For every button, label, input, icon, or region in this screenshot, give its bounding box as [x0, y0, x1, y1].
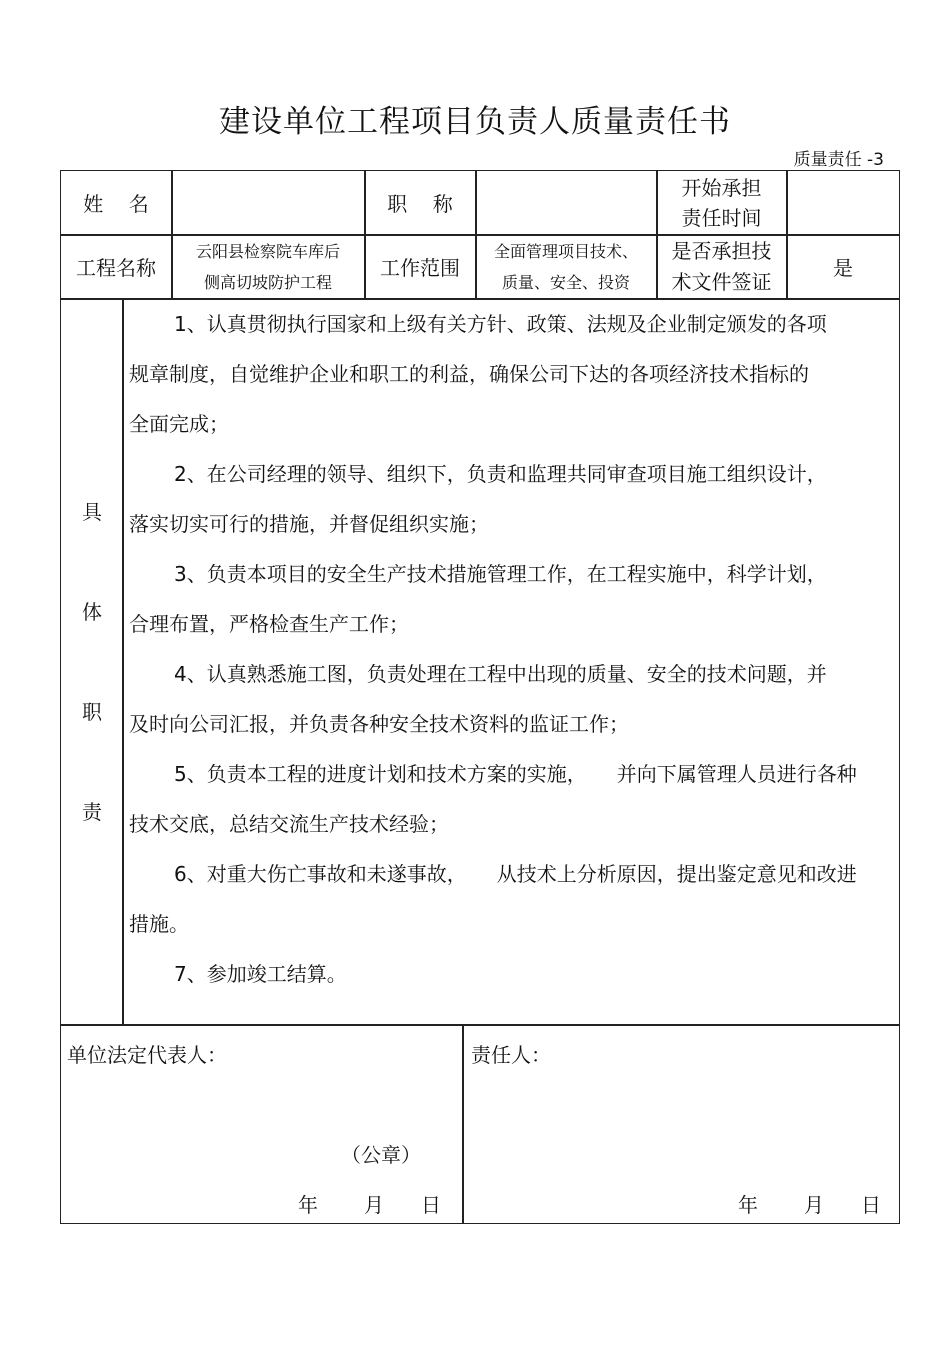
duties-label-char: 职 — [82, 700, 102, 724]
name-value — [172, 171, 364, 234]
responsible-person-label: 责任人： — [471, 1043, 551, 1067]
duty-line: 6、对重大伤亡事故和未遂事故， 从技术上分析原因，提出鉴定意见和改进 — [174, 862, 857, 886]
official-seal-label: （公章） — [341, 1143, 421, 1167]
duty-item — [129, 449, 889, 549]
work-scope-value — [476, 235, 656, 298]
duty-line: 全面完成； — [129, 412, 229, 436]
duty-line: 1、认真贯彻执行国家和上级有关方针、政策、法规及企业制定颁发的各项 — [174, 312, 827, 336]
duty-line: 7、参加竣工结算。 — [174, 962, 347, 986]
duty-line: 5、负责本工程的进度计划和技术方案的实施， 并向下属管理人员进行各种 — [174, 762, 857, 786]
duty-line: 合理布置，严格检查生产工作； — [129, 612, 409, 636]
tech-signoff-value: 是 — [833, 256, 853, 280]
duty-item — [129, 649, 889, 749]
project-name-line2: 侧高切坡防护工程 — [203, 272, 332, 292]
right-date-month: 月 — [804, 1193, 824, 1217]
tech-signoff-label — [657, 235, 786, 298]
row-divider-3 — [61, 1024, 899, 1026]
duty-item — [129, 299, 889, 449]
start-time-label-line1: 开始承担 — [681, 175, 762, 200]
duty-line: 2、在公司经理的领导、组织下，负责和监理共同审查项目施工组织设计， — [174, 462, 827, 486]
document-title: 建设单位工程项目负责人质量责任书 — [219, 104, 731, 140]
project-name-value — [172, 235, 364, 298]
duty-line: 及时向公司汇报，并负责各种安全技术资料的监证工作； — [129, 712, 629, 736]
duty-line: 技术交底，总结交流生产技术经验； — [129, 812, 449, 836]
duty-item — [129, 949, 889, 999]
left-date-day: 日 — [421, 1193, 441, 1217]
responsibility-form — [60, 170, 900, 1224]
duty-line: 4、认真熟悉施工图，负责处理在工程中出现的质量、安全的技术问题，并 — [174, 662, 827, 686]
duties-label-char: 具 — [82, 500, 102, 524]
start-time-value — [787, 171, 899, 234]
duty-line: 规章制度，自觉维护企业和职工的利益，确保公司下达的各项经济技术指标的 — [129, 362, 809, 386]
legal-representative-label: 单位法定代表人： — [67, 1043, 227, 1067]
tech-signoff-label-line1: 是否承担技 — [671, 238, 772, 263]
right-date-year: 年 — [738, 1193, 758, 1217]
work-scope-line2: 质量、安全、投资 — [501, 272, 630, 292]
duty-item — [129, 549, 889, 649]
project-name-line1: 云阳县检察院车库后 — [195, 241, 340, 261]
project-name-label: 工程名称 — [76, 256, 156, 280]
duty-line: 措施。 — [129, 912, 189, 936]
post-value — [476, 171, 656, 234]
start-time-label — [657, 171, 786, 234]
duty-item — [129, 849, 889, 949]
duties-label — [61, 299, 123, 1025]
signature-divider — [462, 1025, 464, 1223]
duties-list — [129, 299, 889, 999]
duty-line: 落实切实可行的措施，并督促组织实施； — [129, 512, 489, 536]
start-time-label-line2: 责任时间 — [681, 205, 762, 230]
document-code: 质量责任 -3 — [793, 150, 884, 170]
duty-item — [129, 749, 889, 849]
tech-signoff-label-line2: 术文件签证 — [671, 269, 772, 294]
name-label: 姓 名 — [83, 192, 149, 216]
duties-label-char: 体 — [82, 600, 102, 624]
left-date-month: 月 — [364, 1193, 384, 1217]
duties-label-char: 责 — [82, 800, 102, 824]
work-scope-label: 工作范围 — [380, 256, 460, 280]
left-date-year: 年 — [298, 1193, 318, 1217]
post-label: 职 称 — [387, 192, 453, 216]
right-date-day: 日 — [861, 1193, 881, 1217]
work-scope-line1: 全面管理项目技术、 — [493, 241, 638, 261]
duty-line: 3、负责本项目的安全生产技术措施管理工作，在工程实施中，科学计划， — [174, 562, 827, 586]
